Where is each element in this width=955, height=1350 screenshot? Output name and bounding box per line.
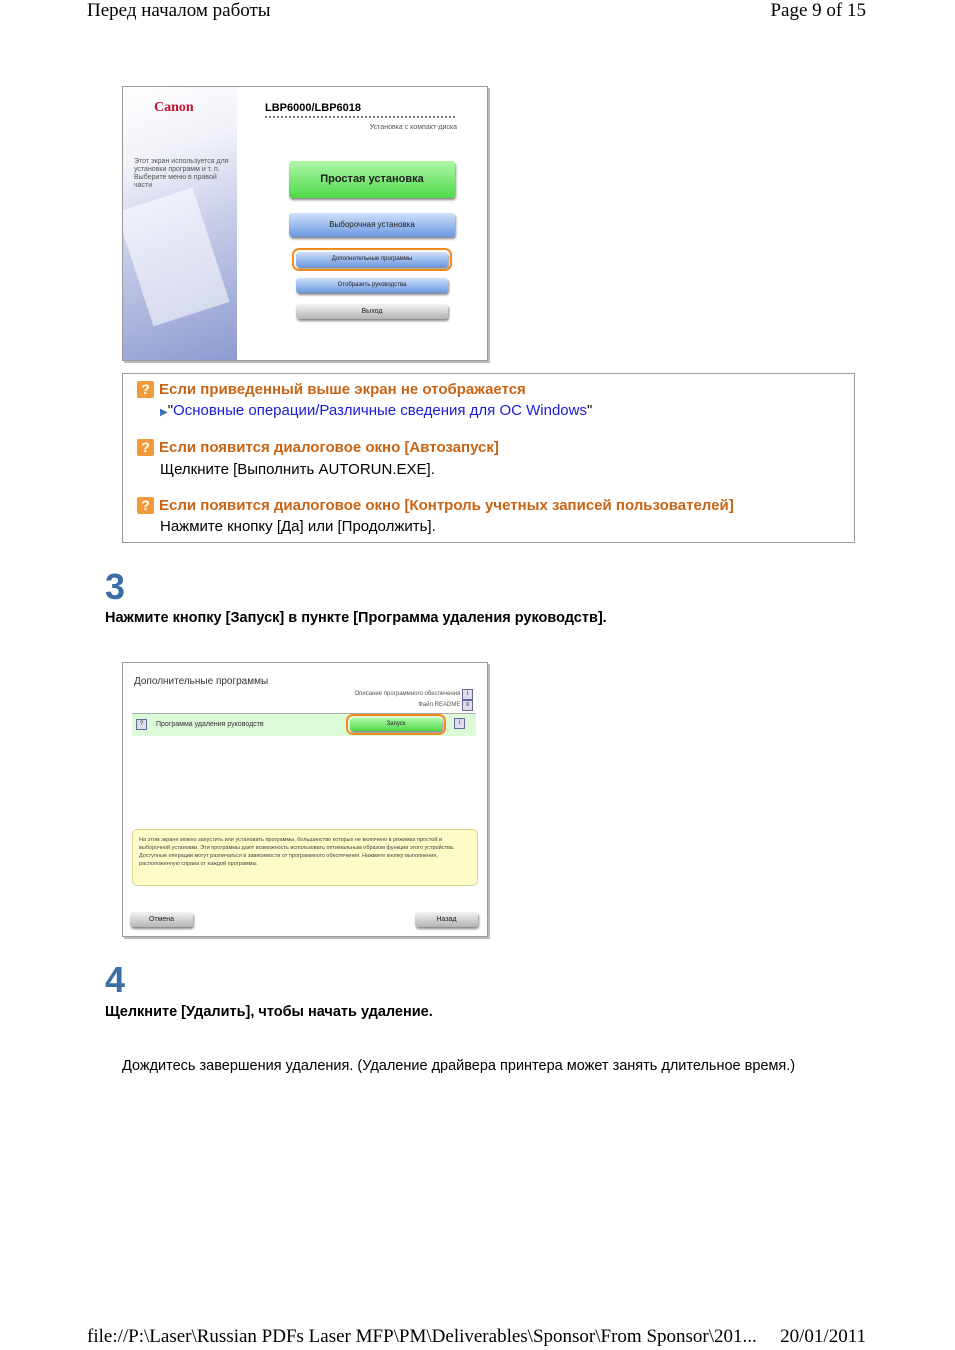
question-icon: ? [137,497,154,514]
show-manuals-button[interactable]: Отобразить руководства [296,278,448,293]
side-text: Этот экран используется для установки программ и т. п. Выберите меню в правой части [134,158,229,189]
step-number: 4 [105,959,126,1000]
note-text: Нажмите кнопку [Да] или [Продолжить]. [160,518,436,535]
back-button[interactable]: Назад [415,912,478,927]
model-title: LBP6000/LBP6018 [265,102,455,118]
easy-install-button[interactable]: Простая установка [289,161,455,198]
readme-link[interactable]: Файл README ≡ [418,700,473,711]
footer-date: 20/01/2011 [780,1326,866,1347]
subtitle: Установка с компакт-диска [369,124,457,131]
additional-programs-button[interactable]: Дополнительные программы [296,252,448,267]
dialog-title: Дополнительные программы [134,676,269,687]
arrow-icon: ▶ [160,407,168,418]
installer-screenshot [122,86,488,361]
step-text: Нажмите кнопку [Запуск] в пункте [Программа удаления руководств]. [105,610,607,626]
side-image [123,87,237,360]
note-title: Если появится диалоговое окно [Автозапуск] [159,439,499,456]
question-icon: ? [137,439,154,456]
note-heading [137,381,526,398]
page-number: Page 9 of 15 [770,0,866,21]
run-button[interactable]: Запуск [350,718,442,731]
note-link-line: ▶"Основные операции/Различные сведения для ОС Windows" [160,402,593,419]
step-number: 3 [105,566,126,607]
book-icon: ? [136,719,147,730]
software-description-link[interactable]: Описание программного обеспечения i [355,689,474,700]
note-title: Если появится диалоговое окно [Контроль учетных записей пользователей] [159,497,734,514]
note-heading [137,439,499,456]
step-detail: Дождитесь завершения удаления. (Удаление драйвера принтера может занять длительное время.) [122,1058,796,1074]
header-title: Перед началом работы [87,0,271,21]
canon-logo: Canon [154,100,194,115]
footer-path: file://P:\Laser\Russian PDFs Laser MFP\PM\Deliverables\Sponsor\From Sponsor\201... [87,1326,757,1347]
info-icon[interactable]: i [454,718,465,729]
note-text: Щелкните [Выполнить AUTORUN.EXE]. [160,461,435,478]
note-heading [137,497,734,514]
exit-button[interactable]: Выход [296,304,448,319]
program-label: Программа удаления руководств [156,721,264,728]
cancel-button[interactable]: Отмена [130,912,193,927]
question-icon: ? [137,381,154,398]
custom-install-button[interactable]: Выборочная установка [289,213,455,237]
note-title: Если приведенный выше экран не отображается [159,381,526,398]
notes-box [122,373,855,543]
info-note: На этом экране можно запустить или установить программы, большинство которых не включено в режимах простой и выборочной установки. Эти программы дают возможность использовать оптимальным образом функции этого устройства. Доступные операции могут различаться в зависимости от программного обеспечения. Нажмите кнопку выполнения, расположенную справа от каждой программы. [132,829,478,886]
windows-info-link[interactable]: Основные операции/Различные сведения для ОС Windows [173,402,587,419]
step-text: Щелкните [Удалить], чтобы начать удаление. [105,1004,433,1020]
program-row [132,713,476,736]
additional-programs-screenshot [122,662,488,937]
